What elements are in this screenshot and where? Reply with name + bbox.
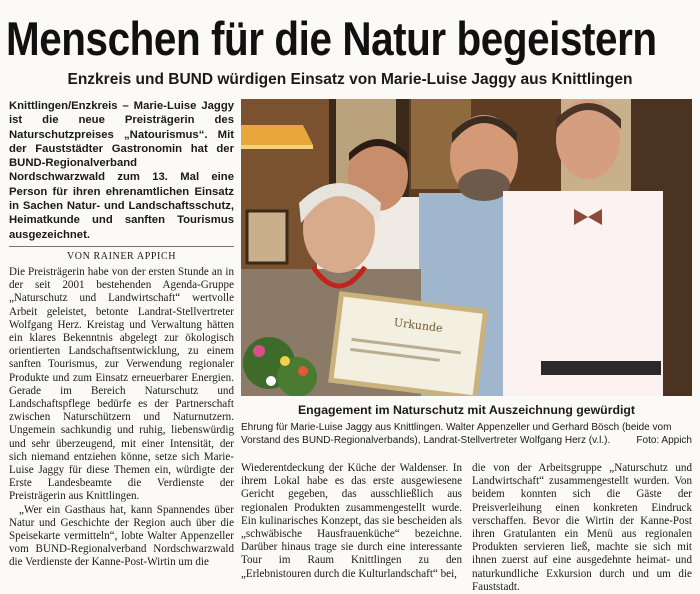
photo-credit: Foto: Appich <box>636 434 692 446</box>
photo-illustration <box>241 99 692 396</box>
byline: VON RAINER APPICH <box>66 251 177 262</box>
photo-caption-text: Ehrung für Marie-Luise Jaggy aus Knittlingen. Walter Appenzeller und Gerhard Bösch (beide vom Vorstand des BUND-Regionalverbands), Landrat-Stellvertreter Wolfgang Herz (v.l.). <box>241 422 672 446</box>
article-paragraph: Die Preisträgerin habe von der ersten Stunde an in der seit 2001 bestehenden Agenda-Gruppe „Naturschutz und Landwirtschaft“ wertvolle Arbeit geleistet, betonte Landrat-Stellvertreter Wolfgang Herz. Kreistag und Verwaltung hätten ein klares Bekenntnis abgelegt zur ökologisch orientierten Landschaftsentwicklung, zu einem sanften Tourismus, zur Verwendung regionaler Produkte und zum Einsatz erneuerbarer Energien. Gerade im Bereich Naturschutz und Landschaftspflege bedürfe es der Partnerschaft zwischen Naturschützern und Naturnutzern. Ungemein sachkundig und ruhig, liebenswürdig und sehr überzeugend, mit einer Intensität, der sich niemand entziehen könne, setze sich Marie-Luise Jaggy für diese Themen ein, würdigte der Erste Landesbeamte die Verdienste der Preisträgerin aus Knittlingen. <box>9 266 234 503</box>
article-column-2 <box>241 462 462 581</box>
certificate-text: Urkunde <box>393 316 444 335</box>
lead-paragraph: Knittlingen/Enzkreis – Marie-Luise Jaggy ist die neue Preisträgerin des Naturschutzpreises „Natourismus“. Mit der Fauststädter Gastronomin hat der BUND-Regionalverband Nordschwarzwald zum 13. Mal eine Person für ihren ehrenamtlichen Einsatz in Sachen Natur- und Landschaftsschutz, Heimatkunde und sanften Tourismus ausgezeichnet. <box>9 100 234 241</box>
subheadline: Enzkreis und BUND würdigen Einsatz von Marie-Luise Jaggy aus Knittlingen <box>67 71 633 88</box>
headline: Menschen für die Natur begeistern <box>6 12 657 65</box>
article-photo <box>241 99 692 396</box>
byline-rule <box>9 246 234 262</box>
article-paragraph: „Wer ein Gasthaus hat, kann Spannendes über Natur und Geschichte der Region auch über die Speisekarte vermitteln“, lobte Walter Appenzeller vom BUND-Regionalverband Nordschwarzwald die Verdienste der Kanne-Post-Wirtin um die <box>9 503 234 569</box>
article-paragraph: die von der Arbeitsgruppe „Naturschutz und Landwirtschaft“ zusammengestellt wurden. Von beidem konnten sich die Gäste der Preisverleihung einen konkreten Eindruck verschaffen. Bevor die Wirtin der Kanne-Post ihren Gratulanten ein Menü aus regionalen Produkten servieren ließ, machte sie sich mit ihnen zuerst auf eine ausgedehnte heimat- und naturkundliche Exkursion durch und um die Fauststadt. <box>472 462 692 593</box>
article-column-3 <box>472 462 692 594</box>
article-column-1 <box>9 266 234 570</box>
photo-caption-title: Engagement im Naturschutz mit Auszeichnung gewürdigt <box>297 403 636 417</box>
article-paragraph: Wiederentdeckung der Küche der Waldenser. In ihrem Lokal habe es das erste ausgewiesene Gericht gegeben, das ausschließlich aus regionalen Produkten zusammengestellt wurde. Ein kulinarisches Konzept, das sie bescheiden als „schwäbische Hausfrauenküche“ bezeichne. Darüber hinaus trage sie durch eine interessante Tour im Raum Knittlingen zu den „Erlebnistouren durch die Kulturlandschaft“ bei, <box>241 462 462 580</box>
photo-caption <box>241 422 692 447</box>
